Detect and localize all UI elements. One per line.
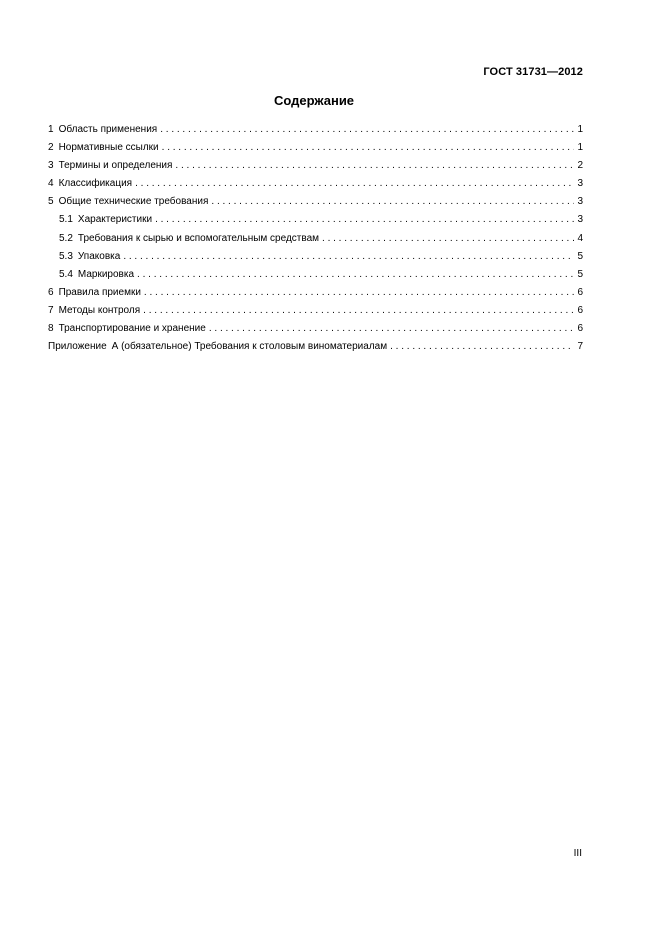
toc-leader-dots	[123, 248, 574, 266]
toc-leader-dots	[322, 230, 574, 248]
toc-entry-title: Правила приемки	[58, 286, 141, 298]
toc-entry-page: 2	[577, 160, 583, 172]
toc-leader-dots	[175, 157, 574, 175]
toc-entry-page: 5	[577, 250, 583, 262]
toc-leader-dots	[143, 302, 574, 320]
toc-leader-dots	[144, 284, 574, 302]
toc-entry-number: 2	[48, 142, 54, 154]
toc-entry-title: Упаковка	[77, 250, 121, 262]
toc-entry[interactable]	[48, 157, 583, 175]
page-number: III	[573, 848, 582, 859]
toc-entry-title: Классификация	[58, 178, 133, 190]
toc-entry-page: 3	[577, 178, 583, 190]
toc-entry-title: Термины и определения	[58, 160, 173, 172]
toc-entry-title: Нормативные ссылки	[58, 142, 159, 154]
toc-entry-title: Транспортирование и хранение	[58, 323, 206, 335]
toc-entry-page: 3	[577, 214, 583, 226]
toc-entry-number: 8	[48, 323, 54, 335]
toc-subentry[interactable]	[48, 211, 583, 229]
toc-subentry[interactable]	[48, 230, 583, 248]
toc-entry[interactable]	[48, 139, 583, 157]
toc-entry-title: Область применения	[58, 124, 158, 135]
toc-entry-page: 7	[577, 341, 583, 353]
toc-entry-number: 6	[48, 286, 54, 298]
toc-entry-title: Методы контроля	[58, 304, 141, 316]
toc-entry-page: 6	[577, 323, 583, 335]
toc-entry-page: 6	[577, 304, 583, 316]
toc-entry-number: 5	[48, 196, 54, 208]
toc-leader-dots	[390, 338, 574, 356]
toc-leader-dots	[160, 121, 574, 139]
toc-entry-page: 5	[577, 268, 583, 280]
toc-entry[interactable]	[48, 302, 583, 320]
toc-entry-number: 5.1	[59, 214, 73, 226]
toc-entry-number: 5.4	[59, 268, 73, 280]
toc-entry-page: 4	[577, 232, 583, 244]
standard-designation: ГОСТ 31731—2012	[483, 66, 583, 78]
toc-leader-dots	[211, 193, 574, 211]
toc-entry[interactable]	[48, 193, 583, 211]
toc-entry-title: Маркировка	[77, 268, 135, 280]
toc-entry-number: 5.3	[59, 250, 73, 262]
toc-leader-dots	[135, 175, 574, 193]
toc-entry-appendix[interactable]	[48, 338, 583, 356]
table-of-contents	[48, 121, 583, 356]
toc-entry-page: 1	[577, 142, 583, 154]
toc-subentry[interactable]	[48, 248, 583, 266]
toc-entry-title: Характеристики	[77, 214, 153, 226]
toc-entry-title: Общие технические требования	[58, 196, 209, 208]
toc-entry-number: 3	[48, 160, 54, 172]
toc-leader-dots	[137, 266, 574, 284]
toc-entry-number: Приложение	[48, 341, 107, 353]
toc-entry[interactable]	[48, 320, 583, 338]
toc-leader-dots	[209, 320, 574, 338]
toc-entry-title: А (обязательное) Требования к столовым виноматериалам	[111, 341, 388, 353]
toc-leader-dots	[155, 211, 574, 229]
toc-entry-number: 1	[48, 124, 54, 135]
toc-entry-page: 3	[577, 196, 583, 208]
toc-entry-number: 5.2	[59, 232, 73, 244]
toc-entry[interactable]	[48, 284, 583, 302]
toc-entry-number: 4	[48, 178, 54, 190]
toc-entry-page: 1	[577, 124, 583, 135]
toc-entry-page: 6	[577, 286, 583, 298]
toc-entry-title: Требования к сырью и вспомогательным средствам	[77, 232, 320, 244]
toc-entry[interactable]	[48, 175, 583, 193]
toc-entry-number: 7	[48, 304, 54, 316]
toc-leader-dots	[162, 139, 574, 157]
toc-entry[interactable]	[48, 121, 583, 139]
toc-subentry[interactable]	[48, 266, 583, 284]
toc-title: Содержание	[273, 93, 355, 108]
